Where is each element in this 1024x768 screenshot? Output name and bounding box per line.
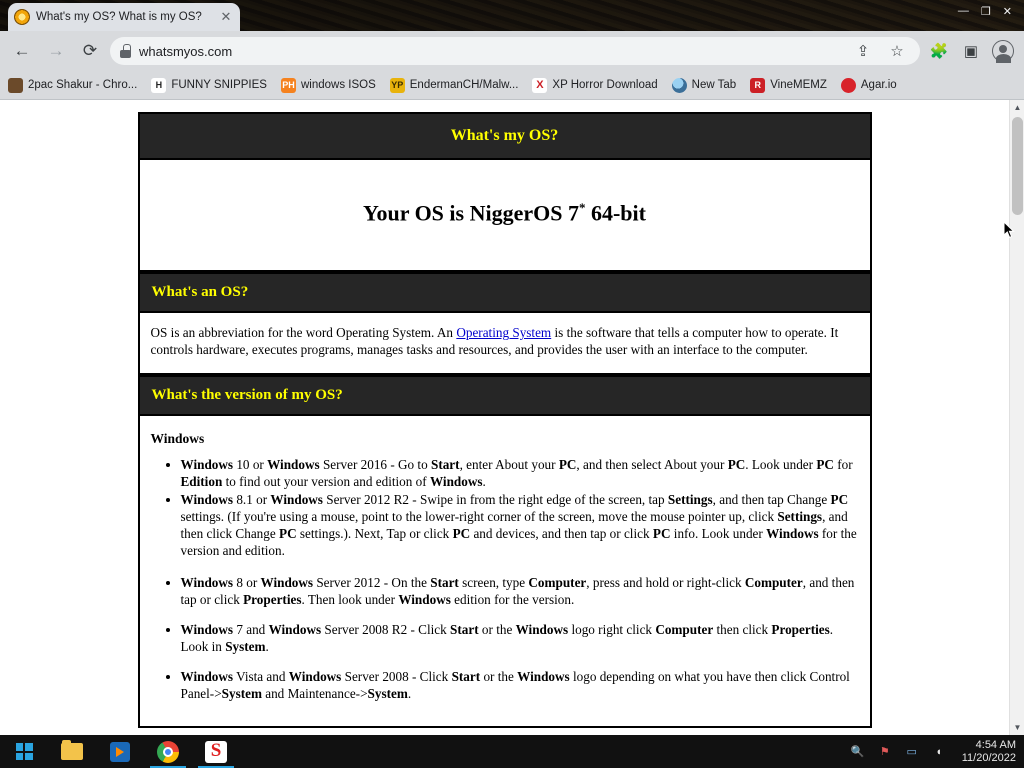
- back-button[interactable]: ←: [13, 41, 31, 60]
- os-result-text: [140, 160, 870, 270]
- url-text: whatsmyos.com: [139, 43, 233, 59]
- clock[interactable]: [958, 739, 1016, 764]
- subheading-windows: Windows: [150, 431, 205, 447]
- profile-avatar[interactable]: [990, 38, 1016, 64]
- red-dot-icon: [841, 78, 856, 93]
- bookmark-item[interactable]: [151, 78, 267, 93]
- windows-logo-icon: [16, 743, 33, 760]
- tab-favicon-globe-icon: [14, 9, 30, 25]
- address-bar[interactable]: [110, 37, 920, 65]
- scroll-down-arrow-icon[interactable]: ▼: [1013, 723, 1022, 732]
- bookmarks-bar: [0, 71, 1024, 100]
- flag-icon[interactable]: ⚑: [879, 746, 890, 758]
- bookmark-label: FUNNY SNIPPIES: [171, 79, 267, 91]
- page-title: What's my OS?: [138, 112, 872, 160]
- section-body-os-version: [138, 416, 872, 727]
- bookmark-item[interactable]: [532, 78, 657, 93]
- vertical-scrollbar[interactable]: [1009, 100, 1024, 735]
- tab-strip: [0, 0, 1024, 31]
- bookmark-item[interactable]: [281, 78, 376, 93]
- bookmark-item[interactable]: [390, 78, 519, 93]
- bookmark-item[interactable]: [841, 78, 897, 93]
- operating-system-link[interactable]: Operating System: [456, 325, 552, 341]
- media-player-icon: [110, 742, 130, 762]
- bookmark-label: windows ISOS: [300, 79, 376, 91]
- clock-time: 4:54 AM: [975, 738, 1016, 751]
- avatar-icon: [992, 40, 1014, 62]
- letter-s-icon: S: [205, 741, 227, 763]
- network-icon[interactable]: ▭: [906, 746, 917, 758]
- section-heading-os-version: What's the version of my OS?: [138, 375, 872, 416]
- start-button[interactable]: [0, 735, 48, 768]
- page-content: [138, 100, 872, 728]
- letter-h-icon: H: [151, 78, 166, 93]
- list-item: • Windows 8 or Windows Server 2012 - On the Start screen, type Computer, press and hold or right-click Computer, and then tap or click Properties. Then look under Windows edition for the version.: [181, 574, 859, 608]
- forward-button[interactable]: →: [47, 41, 65, 60]
- bookmark-item[interactable]: [750, 78, 827, 93]
- list-item: • Windows 7 and Windows Server 2008 R2 - Click Start or the Windows logo right click Computer then click Properties. Look in System.: [181, 621, 859, 655]
- list-item: • Windows Vista and Windows Server 2008 - Click Start or the Windows logo depending on what you have then click Control Panel->System and Maintenance->System.: [181, 668, 859, 702]
- paragraph-before-link: OS is an abbreviation for the word Operating System. An: [150, 325, 457, 341]
- taskbar-item-file-explorer[interactable]: [48, 735, 96, 768]
- taskbar-item-google-chrome[interactable]: [144, 735, 192, 768]
- page-viewport: [0, 100, 1024, 735]
- section-heading-what-is-an-os: What's an OS?: [138, 272, 872, 313]
- scrollbar-thumb[interactable]: [1012, 117, 1023, 215]
- section-body-what-is-an-os: [138, 313, 872, 375]
- reload-button[interactable]: ⟳: [82, 41, 98, 60]
- window-controls: [950, 0, 1020, 22]
- os-result-prefix: Your OS is NiggerOS 7: [363, 200, 579, 226]
- os-result-asterisk: *: [578, 200, 586, 215]
- tab-close-icon[interactable]: ✕: [220, 9, 232, 24]
- bookmark-item[interactable]: [672, 78, 737, 93]
- taskbar-item-media-player[interactable]: [96, 735, 144, 768]
- ph-icon: PH: [281, 78, 296, 93]
- bookmark-label: EndermanCH/Malw...: [409, 79, 519, 91]
- bookmark-label: XP Horror Download: [552, 79, 658, 91]
- list-item: • Windows 8.1 or Windows Server 2012 R2 - Swipe in from the right edge of the screen, tap Settings, and then tap Change PC settings. (If you're using a mouse, point to the lower-right corner of the screen, move the mouse pointer up, click Settings, and then click Change PC settings.). Next, Tap or click PC and devices, and then tap or click PC info. Look under Windows for the version and edition.: [181, 491, 859, 560]
- bookmark-label: VineMEMZ: [770, 79, 827, 91]
- system-tray: [850, 739, 1024, 764]
- paragraph-after-link: is the software that tells a computer how to operate. It controls hardware, executes programs, manages tasks and resources, and provides the user with an interface to the computer.: [150, 325, 839, 358]
- taskbar-item-s-app[interactable]: [192, 735, 240, 768]
- lock-icon: [120, 44, 131, 58]
- os-definition-paragraph: [140, 313, 870, 373]
- os-result-suffix: 64-bit: [585, 200, 646, 226]
- letter-r-icon: R: [750, 78, 765, 93]
- scroll-up-arrow-icon[interactable]: ▲: [1013, 103, 1022, 112]
- windows-version-list-wrap: [140, 416, 870, 725]
- minimize-button[interactable]: —: [957, 5, 969, 17]
- search-icon[interactable]: 🔍: [850, 746, 865, 758]
- maximize-button[interactable]: ❐: [980, 5, 991, 18]
- side-panel-icon[interactable]: ▣: [963, 43, 979, 60]
- letter-x-icon: X: [532, 78, 547, 93]
- globe-icon: [672, 78, 687, 93]
- bookmark-label: 2pac Shakur - Chro...: [28, 79, 138, 91]
- windows-version-list: [151, 456, 859, 703]
- taskbar: [0, 735, 1024, 768]
- volume-icon[interactable]: ◖: [935, 745, 943, 758]
- list-item: • Windows 10 or Windows Server 2016 - Go to Start, enter About your PC, and then select About your PC. Look under PC for Edition to find out your version and edition of Windows.: [181, 456, 859, 490]
- browser-tab[interactable]: [8, 3, 240, 31]
- web-page: [0, 100, 1009, 735]
- bookmark-item[interactable]: [8, 78, 137, 93]
- tab-title: What's my OS? What is my OS?: [36, 11, 202, 23]
- close-button[interactable]: ✕: [1002, 5, 1012, 18]
- bookmark-label: Agar.io: [860, 79, 897, 91]
- taskbar-apps: [48, 735, 240, 768]
- clock-date: 11/20/2022: [961, 751, 1016, 764]
- photo-icon: [8, 78, 23, 93]
- browser-toolbar: [0, 31, 1024, 71]
- bookmark-star-icon[interactable]: ☆: [890, 43, 904, 60]
- extensions-icon[interactable]: 🧩: [929, 43, 949, 60]
- chrome-icon: [157, 741, 179, 763]
- yp-icon: YP: [390, 78, 405, 93]
- folder-icon: [61, 743, 83, 760]
- os-result-box: [138, 160, 872, 272]
- share-icon[interactable]: ⇪: [856, 43, 870, 60]
- bookmark-label: New Tab: [691, 79, 737, 91]
